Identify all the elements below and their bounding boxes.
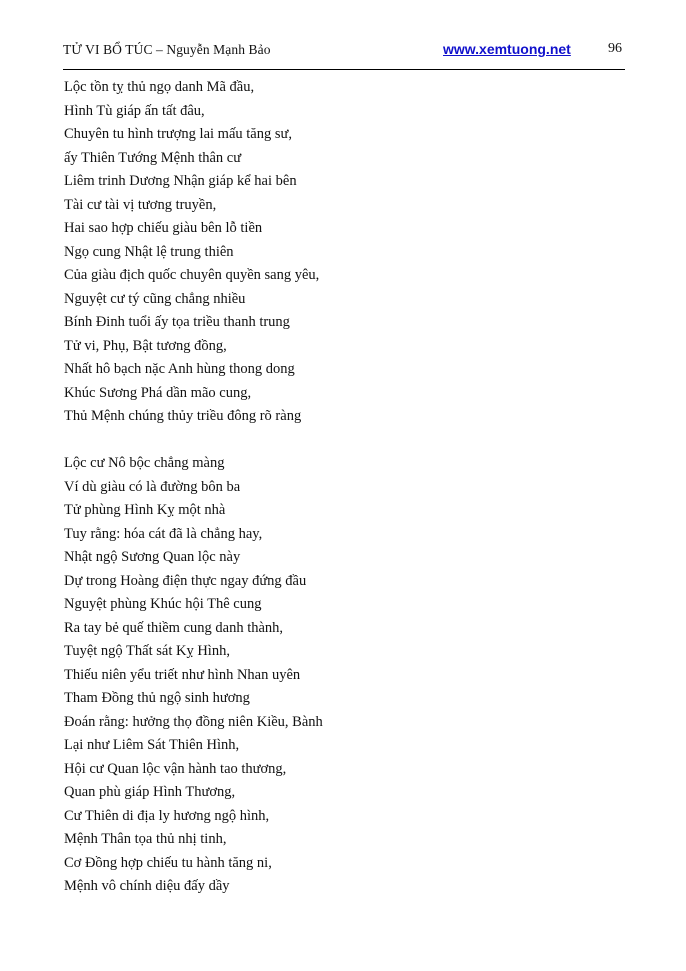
poem-line: Nhất hô bạch nặc Anh hùng thong dong: [64, 361, 295, 377]
poem-line: Cư Thiên di địa ly hương ngộ hình,: [64, 807, 270, 824]
poem-line: Bính Đinh tuổi ấy tọa triều thanh trung: [64, 314, 290, 330]
poem-line: Tuy rằng: hóa cát đã là chẳng hay,: [64, 525, 263, 542]
poem-line: Ngọ cung Nhật lệ trung thiên: [64, 243, 234, 260]
poem-line: Dự trong Hoàng điện thực ngay đứng đầu: [64, 572, 307, 589]
poem-line: Ví dù giàu có là đường bôn ba: [64, 478, 241, 495]
header-website-link[interactable]: www.xemtuong.net: [443, 41, 571, 57]
poem-line: Quan phù giáp Hình Thương,: [64, 784, 236, 800]
header-divider: [63, 69, 625, 70]
poem-line: Đoán rằng: hưởng thọ đồng niên Kiều, Bành: [64, 713, 323, 730]
poem-line: Hình Tù giáp ấn tất đâu,: [64, 102, 205, 119]
poem-line: Cơ Đồng hợp chiếu tu hành tăng ni,: [64, 854, 272, 871]
poem-line: Nhật ngộ Sương Quan lộc này: [64, 549, 241, 565]
poem-line: ấy Thiên Tướng Mệnh thân cư: [64, 149, 242, 166]
poem-line: Lộc tồn tỵ thủ ngọ danh Mã đầu,: [64, 79, 255, 95]
poem-line: Tử phùng Hình Kỵ một nhà: [64, 502, 226, 518]
poem-line: Tham Đồng thủ ngộ sinh hương: [64, 690, 250, 706]
poem-line: Lại như Liêm Sát Thiên Hình,: [64, 737, 240, 753]
poem-line: Liêm trinh Dương Nhận giáp kể hai bên: [64, 173, 297, 189]
poem-line: Mệnh Thân tọa thủ nhị tinh,: [64, 831, 227, 847]
poem-line: Ra tay bẻ quế thiềm cung danh thành,: [64, 619, 284, 636]
poem-line: Nguyệt phùng Khúc hội Thê cung: [64, 596, 262, 612]
poem-line: Tài cư tài vị tương truyền,: [64, 196, 217, 213]
poem-body: [64, 76, 624, 899]
poem-line: Thiếu niên yểu triết như hình Nhan uyên: [64, 666, 301, 683]
page-header: [63, 40, 625, 64]
page-number: 96: [608, 41, 622, 56]
poem-line: Nguyệt cư tý cũng chẳng nhiều: [64, 290, 246, 307]
header-title: TỬ VI BỔ TÚC – Nguyễn Mạnh Bảo: [63, 42, 271, 57]
poem-line: Tử vi, Phụ, Bật tương đồng,: [64, 337, 227, 354]
poem-line: Hội cư Quan lộc vận hành tao thương,: [64, 760, 287, 777]
stanza-2: [64, 452, 624, 899]
poem-line: Khúc Sương Phá dần mão cung,: [64, 384, 252, 401]
poem-line: Thủ Mệnh chúng thủy triều đông rõ ràng: [64, 408, 302, 424]
poem-line: Mệnh vô chính diệu đấy dầy: [64, 878, 230, 894]
stanza-1: [64, 76, 624, 429]
poem-line: Lộc cư Nô bộc chẳng màng: [64, 455, 225, 471]
poem-line: Của giàu địch quốc chuyên quyền sang yêu,: [64, 267, 320, 283]
poem-line: Hai sao hợp chiếu giàu bên lỗ tiền: [64, 220, 263, 236]
poem-line: Chuyên tu hình trượng lai mấu tăng sư,: [64, 126, 292, 142]
poem-line: Tuyệt ngộ Thất sát Kỵ Hình,: [64, 643, 230, 659]
